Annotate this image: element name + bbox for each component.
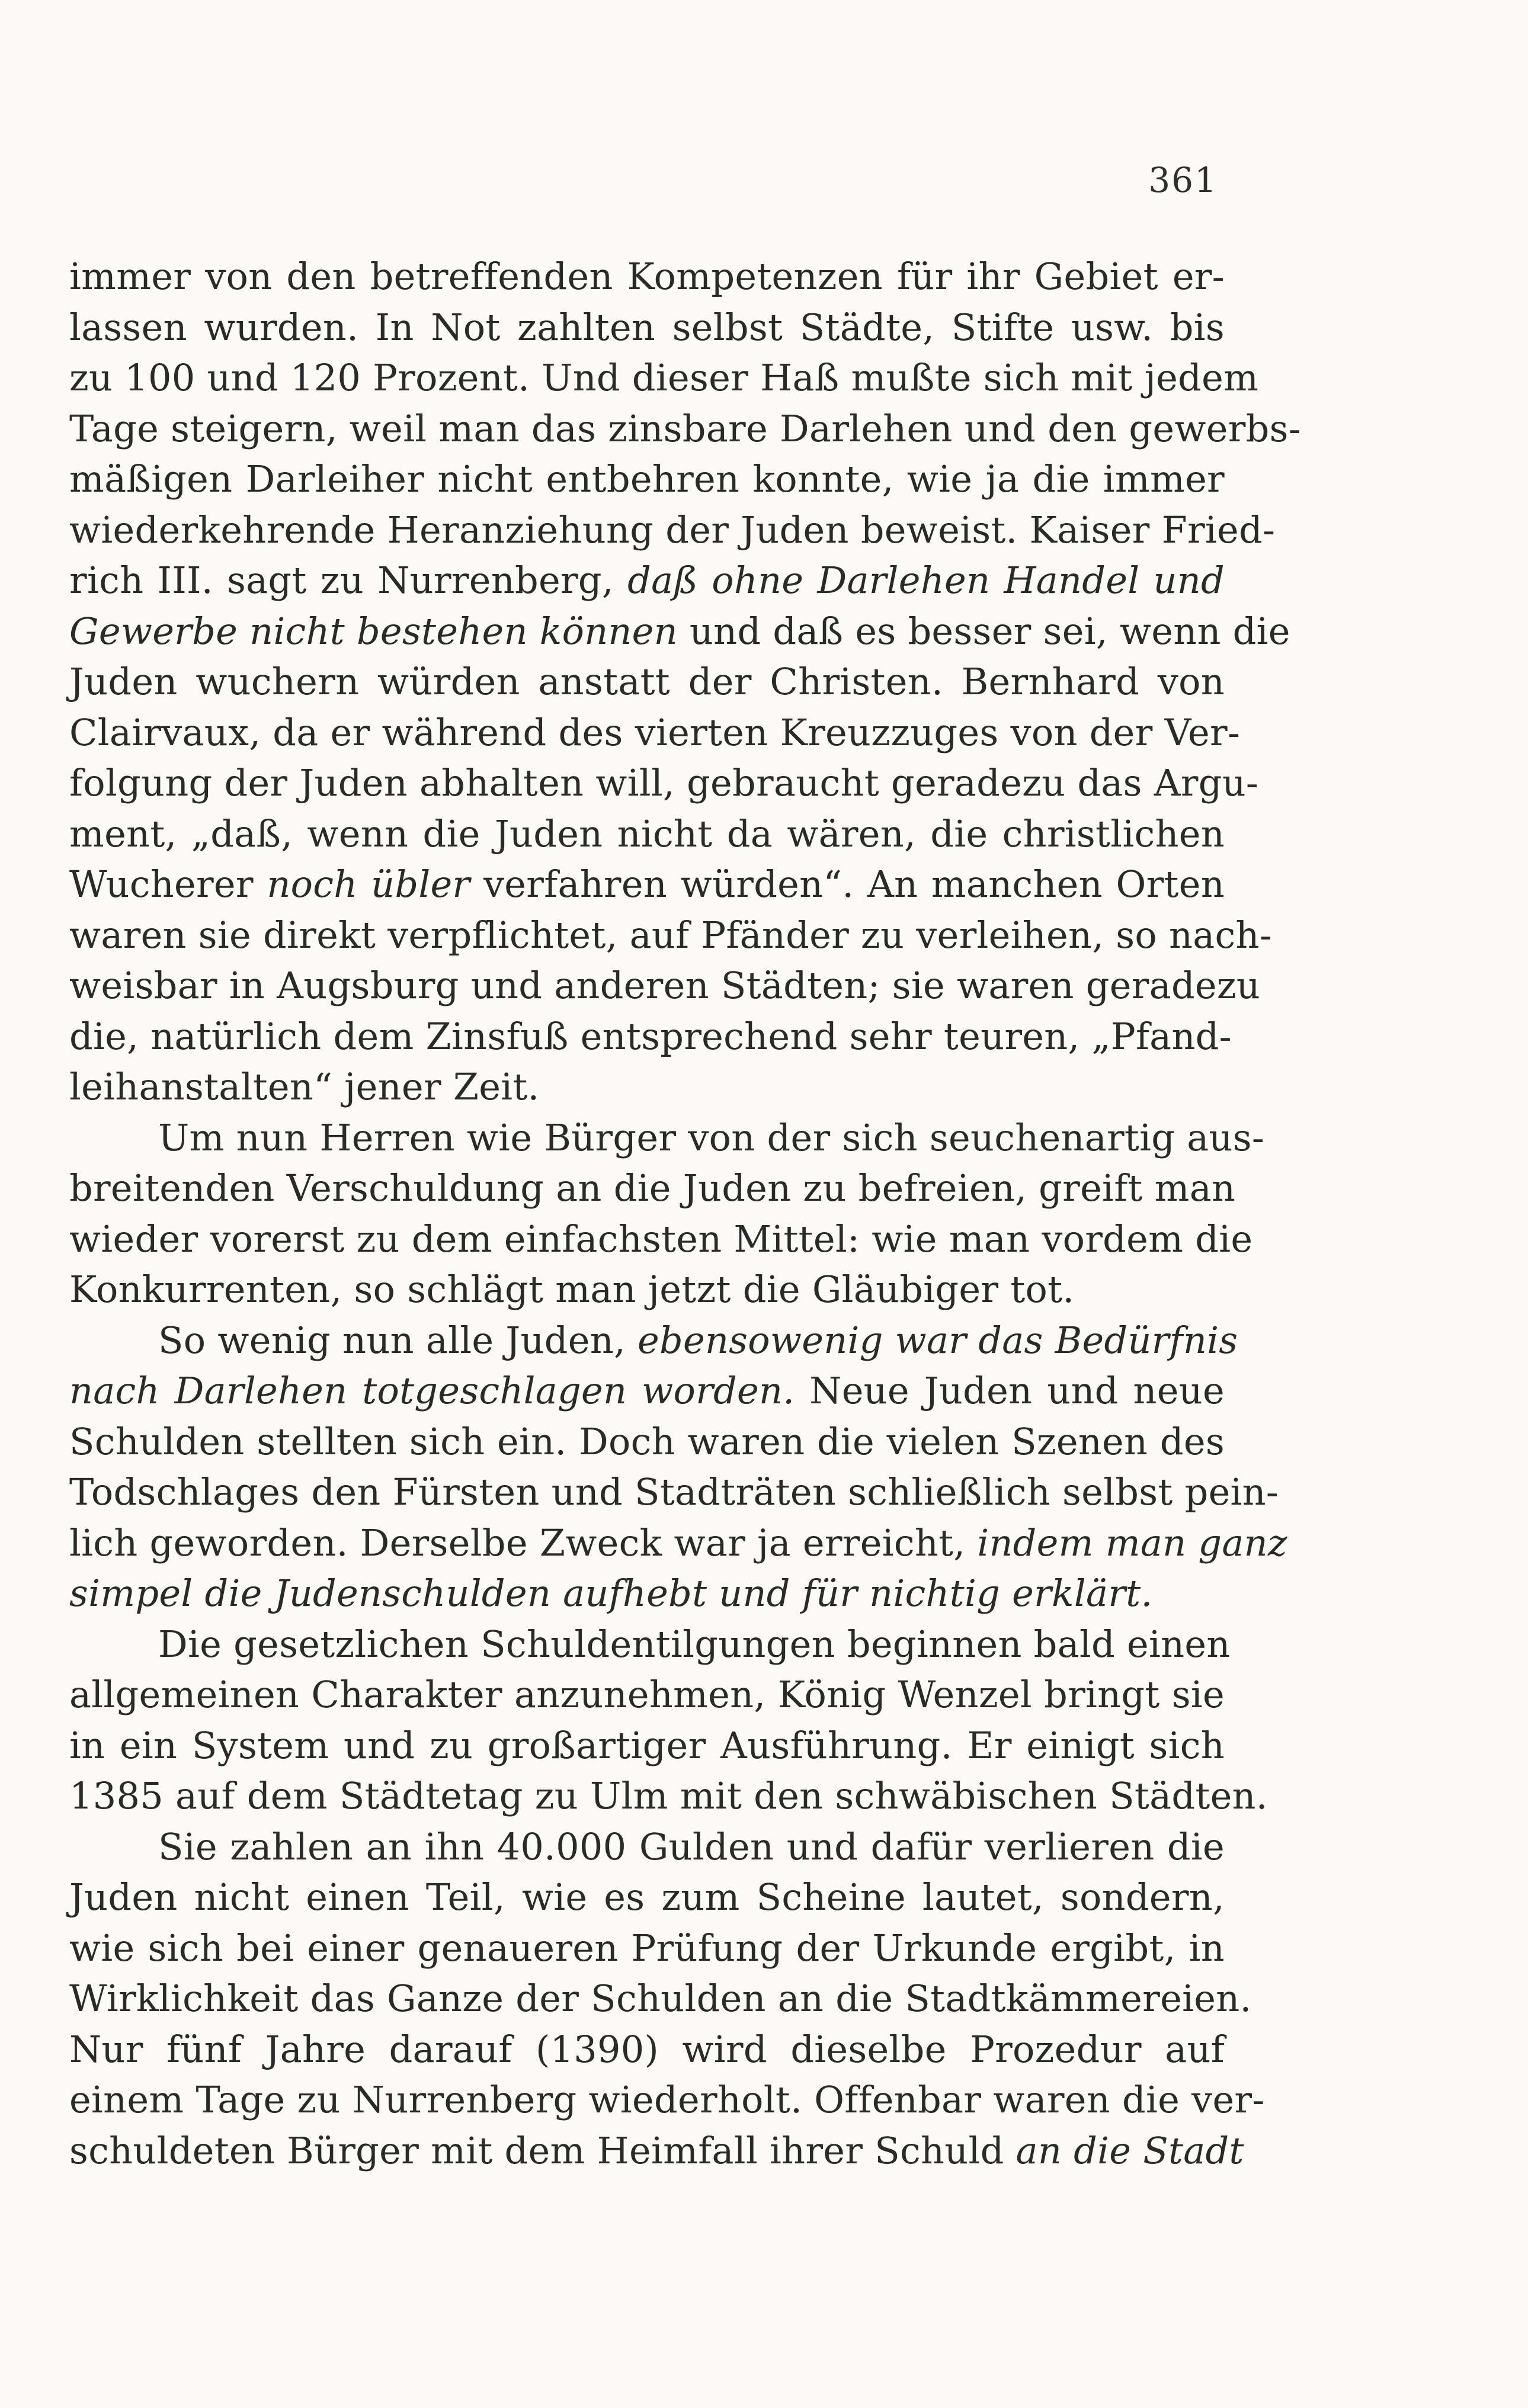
text-line: Sie zahlen an ihn 40.000 Gulden und dafür verlieren die <box>158 1825 1225 1868</box>
text-line: Gewerbe nicht bestehen können und daß es besser sei, wenn die <box>69 609 1290 653</box>
emphasis: nach Darlehen totgeschlagen worden. <box>69 1369 795 1412</box>
emphasis: daß ohne Darlehen Handel und <box>627 559 1225 602</box>
emphasis: an die Stadt <box>1016 2128 1244 2172</box>
text-line: wiederkehrende Heranziehung der Juden beweist. Kaiser Fried- <box>69 508 1276 552</box>
text-line: breitenden Verschuldung an die Juden zu befreien, greift man <box>69 1166 1236 1210</box>
text-line: leihanstalten“ jener Zeit. <box>69 1065 540 1108</box>
text-line: weisbar in Augsburg und anderen Städten; sie waren geradezu <box>69 964 1261 1007</box>
text-line: Tage steigern, weil man das zinsbare Darlehen und den gewerbs- <box>69 406 1302 450</box>
text-line: in ein System und zu großartiger Ausführung. Er einigt sich <box>69 1723 1225 1767</box>
text-line: Nur fünf Jahre darauf (1390) wird dieselbe Prozedur auf <box>69 2027 1225 2071</box>
text-line: wie sich bei einer genaueren Prüfung der Urkunde ergibt, in <box>69 1926 1225 1970</box>
text-line: zu 100 und 120 Prozent. Und dieser Haß mußte sich mit jedem <box>69 356 1259 399</box>
text-line: Wucherer noch übler verfahren würden“. An manchen Orten <box>69 862 1225 906</box>
text-line: wieder vorerst zu dem einfachsten Mittel: wie man vordem die <box>69 1217 1253 1261</box>
text-line: Die gesetzlichen Schuldentilgungen beginnen bald einen <box>158 1622 1231 1666</box>
text-line: Um nun Herren wie Bürger von der sich seuchenartig aus- <box>158 1115 1265 1159</box>
text-line: lich geworden. Derselbe Zweck war ja erreicht, indem man ganz <box>69 1521 1287 1564</box>
text-line: Juden nicht einen Teil, wie es zum Scheine lautet, sondern, <box>69 1875 1225 1919</box>
text-line: lassen wurden. In Not zahlten selbst Städte, Stifte usw. bis <box>69 305 1225 349</box>
text-line: So wenig nun alle Juden, ebensowenig war das Bedürfnis <box>158 1318 1238 1362</box>
text-line: waren sie direkt verpflichtet, auf Pfänder zu verleihen, so nach- <box>69 913 1272 957</box>
text-line: ment, „daß, wenn die Juden nicht da wären, die christlichen <box>69 812 1225 855</box>
text-line: Konkurrenten, so schlägt man jetzt die Gläubiger tot. <box>69 1268 1075 1311</box>
text-line: 1385 auf dem Städtetag zu Ulm mit den schwäbischen Städten. <box>69 1774 1268 1817</box>
text-line: Schulden stellten sich ein. Doch waren die vielen Szenen des <box>69 1419 1225 1463</box>
emphasis: ebensowenig war das Bedürfnis <box>637 1318 1238 1362</box>
text-line: nach Darlehen totgeschlagen worden. Neue Juden und neue <box>69 1369 1225 1412</box>
emphasis: indem man ganz <box>977 1521 1287 1564</box>
text-line: mäßigen Darleiher nicht entbehren konnte, wie ja die immer <box>69 457 1225 501</box>
text-line: einem Tage zu Nurrenberg wiederholt. Offenbar waren die ver- <box>69 2078 1265 2121</box>
text-line: Todschlages den Fürsten und Stadträten schließlich selbst pein- <box>69 1470 1279 1514</box>
text-line: folgung der Juden abhalten will, gebraucht geradezu das Argu- <box>69 761 1259 804</box>
text-line: immer von den betreffenden Kompetenzen für ihr Gebiet er- <box>69 255 1225 298</box>
page-number: 361 <box>1148 160 1218 200</box>
text-line: die, natürlich dem Zinsfuß entsprechend sehr teuren, „Pfand- <box>69 1014 1232 1058</box>
text-line: rich III. sagt zu Nurrenberg, daß ohne Darlehen Handel und <box>69 559 1225 602</box>
text-line: simpel die Judenschulden aufhebt und für nichtig erklärt. <box>69 1572 1153 1615</box>
emphasis: noch übler <box>267 862 470 906</box>
text-line: schuldeten Bürger mit dem Heimfall ihrer Schuld an die Stadt <box>69 2128 1244 2172</box>
body-text <box>69 251 1302 2176</box>
text-line: Wirklichkeit das Ganze der Schulden an die Stadtkämmereien. <box>69 1977 1252 2020</box>
text-line: allgemeinen Charakter anzunehmen, König Wenzel bringt sie <box>69 1673 1225 1716</box>
text-line: Clairvaux, da er während des vierten Kreuzzuges von der Ver- <box>69 710 1241 754</box>
text-line: Juden wuchern würden anstatt der Christen. Bernhard von <box>69 660 1225 703</box>
emphasis: Gewerbe nicht bestehen können <box>69 609 678 653</box>
